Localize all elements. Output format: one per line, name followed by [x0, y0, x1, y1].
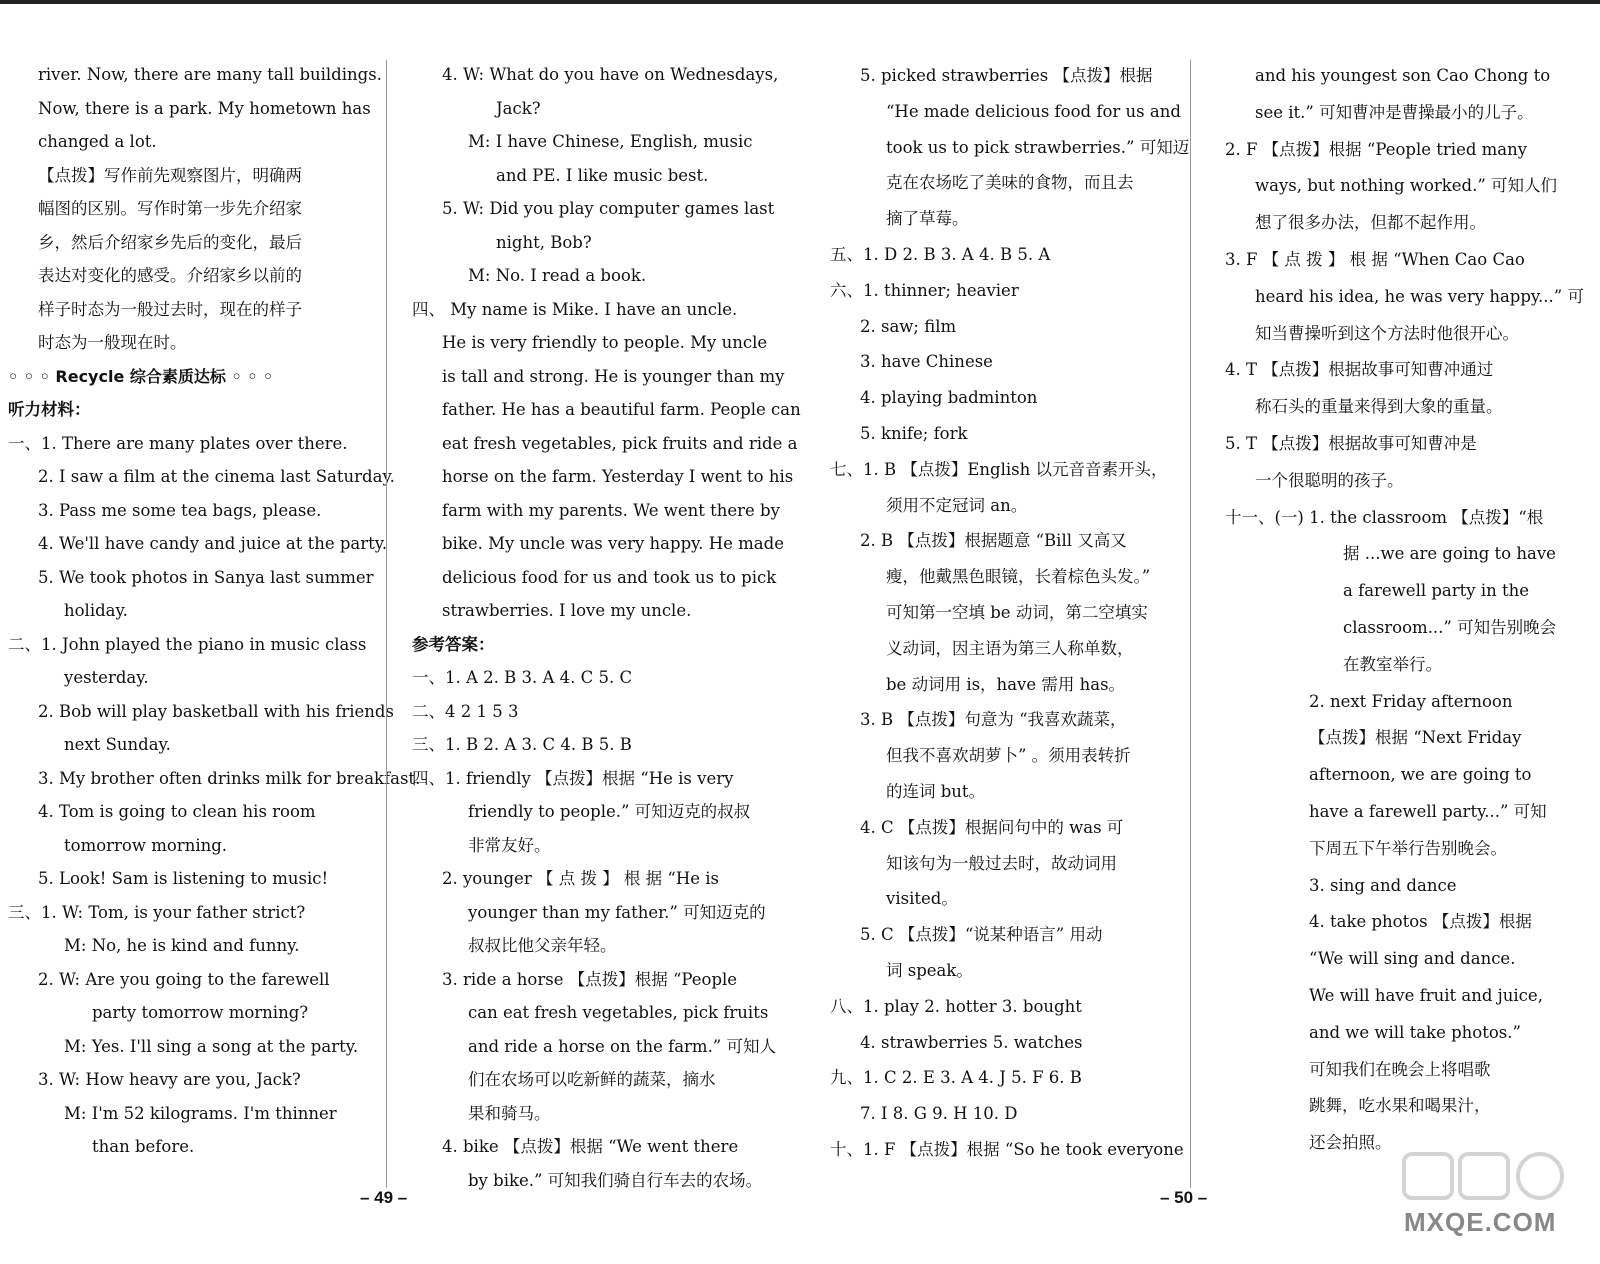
- text-line: 2. saw; film: [860, 316, 957, 336]
- text-line: 八、1. play 2. hotter 3. bought: [830, 996, 1082, 1016]
- text-line: friendly to people.” 可知迈克的叔叔: [468, 802, 751, 821]
- text-line: 果和骑马。: [468, 1103, 551, 1123]
- text-line: 5. We took photos in Sanya last summer: [38, 567, 374, 587]
- text-line: 下周五下午举行告别晚会。: [1309, 838, 1507, 858]
- text-line: M: I'm 52 kilograms. I'm thinner: [64, 1103, 337, 1123]
- text-line: farm with my parents. We went there by: [442, 500, 780, 520]
- text-line: 4. strawberries 5. watches: [860, 1032, 1083, 1052]
- text-line: 三、1. B 2. A 3. C 4. B 5. B: [412, 735, 632, 754]
- watermark-text: MXQE.COM: [1404, 1207, 1557, 1237]
- text-line: 非常友好。: [468, 835, 551, 855]
- text-line: visited。: [886, 889, 958, 909]
- column-divider: [1190, 60, 1191, 1188]
- text-line: 十、1. F 【点拨】根据 “So he took everyone: [830, 1139, 1184, 1159]
- text-line: 【点拨】根据 “Next Friday: [1309, 728, 1522, 748]
- page-number-right: – 50 –: [1160, 1188, 1208, 1207]
- text-line: heard his idea, he was very happy...” 可: [1255, 286, 1584, 306]
- text-line: is tall and strong. He is younger than my: [442, 366, 785, 386]
- text-line: 听力材料：: [8, 400, 91, 419]
- text-line: 5. Look! Sam is listening to music!: [38, 869, 329, 888]
- text-line: 一、1. A 2. B 3. A 4. C 5. C: [412, 668, 633, 687]
- text-line: by bike.” 可知我们骑自行车去的农场。: [468, 1170, 763, 1190]
- text-line: have a farewell party...” 可知: [1309, 801, 1547, 821]
- text-line: 十一、(一) 1. the classroom 【点拨】“根: [1225, 507, 1544, 527]
- text-line: 三、1. W: Tom, is your father strict?: [8, 902, 306, 922]
- text-line: 一个很聪明的孩子。: [1255, 470, 1404, 490]
- text-line: 一、1. There are many plates over there.: [8, 433, 348, 453]
- text-line: 3. ride a horse 【点拨】根据 “People: [442, 969, 738, 989]
- text-line: 二、4 2 1 5 3: [412, 701, 519, 721]
- text-line: 的连词 but。: [886, 781, 986, 801]
- text-line: 五、1. D 2. B 3. A 4. B 5. A: [830, 244, 1051, 264]
- text-line: can eat fresh vegetables, pick fruits: [468, 1003, 769, 1022]
- text-line: 5. picked strawberries 【点拨】根据: [860, 66, 1153, 85]
- text-line: bike. My uncle was very happy. He made: [442, 534, 784, 553]
- text-line: 称石头的重量来得到大象的重量。: [1255, 397, 1503, 417]
- text-line: 4. T 【点拨】根据故事可知曹冲通过: [1225, 360, 1494, 380]
- text-line: 2. I saw a film at the cinema last Saturday.: [38, 467, 395, 486]
- text-line: holiday.: [64, 601, 128, 620]
- text-line: horse on the farm. Yesterday I went to his: [442, 467, 794, 486]
- text-line: 时态为一般现在时。: [38, 333, 187, 352]
- text-line: and his youngest son Cao Chong to: [1255, 66, 1551, 85]
- text-line: 4. W: What do you have on Wednesdays,: [442, 65, 779, 84]
- text-line: 四、1. friendly 【点拨】根据 “He is very: [412, 768, 734, 788]
- text-line: 3. W: How heavy are you, Jack?: [38, 1070, 301, 1089]
- text-line: 3. B 【点拨】句意为 “我喜欢蔬菜，: [860, 710, 1127, 730]
- text-line: 2. B 【点拨】根据题意 “Bill 又高又: [860, 531, 1127, 551]
- text-line: 叔叔比他父亲年轻。: [468, 936, 617, 955]
- text-line: see it.” 可知曹冲是曹操最小的儿子。: [1255, 102, 1534, 122]
- text-line: 3. sing and dance: [1309, 875, 1457, 895]
- text-line: night, Bob?: [496, 232, 592, 252]
- text-line: classroom...” 可知告别晚会: [1343, 617, 1557, 637]
- text-line: M: I have Chinese, English, music: [468, 132, 753, 151]
- text-line: 瘦，他戴黑色眼镜，长着棕色头发。”: [886, 567, 1151, 587]
- text-line: 可知第一空填 be 动词，第二空填实: [886, 602, 1148, 622]
- text-line: 六、1. thinner; heavier: [830, 280, 1019, 300]
- text-line: and we will take photos.”: [1309, 1022, 1521, 1042]
- text-line: party tomorrow morning?: [92, 1003, 309, 1022]
- text-line: 5. T 【点拨】根据故事可知曹冲是: [1225, 433, 1477, 453]
- text-line: 摘了草莓。: [886, 209, 969, 229]
- text-line: Jack?: [496, 98, 541, 118]
- text-line: 四、 My name is Mike. I have an uncle.: [412, 299, 738, 319]
- text-line: 乡，然后介绍家乡先后的变化，最后: [38, 232, 302, 252]
- page-number-left: – 49 –: [360, 1188, 408, 1207]
- text-line: 在教室举行。: [1343, 654, 1442, 674]
- text-line: 5. knife; fork: [860, 423, 968, 443]
- text-line: 5. C 【点拨】“说某种语言” 用动: [860, 925, 1103, 945]
- text-line: “He made delicious food for us and: [886, 101, 1181, 121]
- text-line: 可知我们在晚会上将唱歌: [1309, 1059, 1491, 1079]
- text-line: tomorrow morning.: [64, 835, 228, 855]
- text-line: M: No, he is kind and funny.: [64, 936, 300, 955]
- text-line: 跳舞，吃水果和喝果汁，: [1309, 1096, 1491, 1116]
- text-line: 样子时态为一般过去时，现在的样子: [38, 299, 302, 319]
- text-line: He is very friendly to people. My uncle: [442, 333, 768, 352]
- text-line: delicious food for us and took us to pick: [442, 567, 777, 587]
- text-line: ways, but nothing worked.” 可知人们: [1255, 176, 1558, 196]
- text-line: afternoon, we are going to: [1309, 765, 1532, 785]
- text-line: yesterday.: [64, 668, 149, 687]
- text-line: 4. Tom is going to clean his room: [38, 802, 316, 821]
- text-line: 3. My brother often drinks milk for breakfast.: [38, 768, 421, 788]
- text-line: “We will sing and dance.: [1309, 949, 1516, 969]
- text-line: 克在农场吃了美味的食物，而且去: [886, 173, 1134, 193]
- text-line: 据 ...we are going to have: [1343, 544, 1556, 564]
- text-line: 想了很多办法，但都不起作用。: [1255, 213, 1486, 233]
- text-line: than before.: [92, 1137, 195, 1156]
- text-line: and PE. I like music best.: [496, 165, 709, 185]
- text-line: 词 speak。: [886, 960, 973, 980]
- text-line: 2. younger 【 点 拨 】 根 据 “He is: [442, 869, 720, 888]
- text-line: 九、1. C 2. E 3. A 4. J 5. F 6. B: [830, 1068, 1082, 1088]
- text-line: 7. I 8. G 9. H 10. D: [860, 1104, 1018, 1124]
- text-line: 5. W: Did you play computer games last: [442, 199, 775, 218]
- column-4: [1225, 58, 1583, 1162]
- text-line: father. He has a beautiful farm. People can: [442, 400, 801, 419]
- text-line: 2. F 【点拨】根据 “People tried many: [1225, 139, 1528, 159]
- text-line: 4. bike 【点拨】根据 “We went there: [442, 1137, 739, 1156]
- text-line: 4. C 【点拨】根据问句中的 was 可: [860, 817, 1124, 837]
- text-line: 2. W: Are you going to the farewell: [38, 969, 330, 989]
- column-divider: [386, 60, 387, 1188]
- text-line: be 动词用 is，have 需用 has。: [886, 674, 1126, 694]
- column-1: [8, 58, 421, 1164]
- text-line: a farewell party in the: [1343, 581, 1530, 601]
- text-line: 义动词，因主语为第三人称单数，: [886, 638, 1134, 658]
- text-line: younger than my father.” 可知迈克的: [468, 902, 766, 922]
- text-line: strawberries. I love my uncle.: [442, 601, 692, 620]
- text-line: 2. next Friday afternoon: [1309, 691, 1513, 711]
- top-border: [0, 0, 1600, 4]
- text-line: 但我不喜欢胡萝卜” 。须用表转折: [886, 746, 1131, 766]
- text-line: 知当曹操听到这个方法时他很开心。: [1255, 323, 1519, 343]
- text-line: next Sunday.: [64, 735, 171, 754]
- text-line: 幅图的区别。写作时第一步先介绍家: [38, 199, 302, 218]
- text-line: 表达对变化的感受。介绍家乡以前的: [38, 266, 302, 285]
- text-line: 【点拨】写作前先观察图片，明确两: [38, 165, 302, 185]
- text-line: 4. take photos 【点拨】根据: [1309, 912, 1532, 932]
- text-line: 4. We'll have candy and juice at the party.: [38, 534, 388, 553]
- text-line: M: Yes. I'll sing a song at the party.: [64, 1036, 359, 1056]
- text-line: 二、1. John played the piano in music class: [8, 634, 367, 654]
- text-line: 还会拍照。: [1309, 1133, 1392, 1153]
- text-line: took us to pick strawberries.” 可知迈: [886, 137, 1190, 157]
- text-line: 参考答案：: [412, 634, 495, 654]
- text-line: 七、1. B 【点拨】English 以元音音素开头，: [830, 459, 1168, 479]
- text-line: 须用不定冠词 an。: [886, 495, 1028, 515]
- text-line: changed a lot.: [38, 132, 157, 151]
- text-line: ◦ ◦ ◦ Recycle 综合素质达标 ◦ ◦ ◦: [8, 366, 274, 386]
- text-line: We will have fruit and juice,: [1309, 985, 1543, 1005]
- text-line: 4. playing badminton: [860, 388, 1038, 408]
- text-line: 知该句为一般过去时，故动词用: [886, 853, 1117, 873]
- column-3: [830, 58, 1195, 1168]
- text-line: M: No. I read a book.: [468, 266, 647, 285]
- text-line: 3. have Chinese: [860, 352, 993, 372]
- text-line: 3. F 【 点 拨 】 根 据 “When Cao Cao: [1225, 249, 1525, 269]
- column-2: [412, 58, 801, 1197]
- text-line: and ride a horse on the farm.” 可知人: [468, 1036, 776, 1056]
- text-line: 们在农场可以吃新鲜的蔬菜，摘水: [468, 1070, 716, 1089]
- text-line: Now, there is a park. My hometown has: [38, 98, 371, 118]
- text-line: river. Now, there are many tall buildings.: [38, 65, 382, 84]
- text-line: 2. Bob will play basketball with his friends: [38, 701, 394, 721]
- text-line: eat fresh vegetables, pick fruits and ride a: [442, 433, 798, 453]
- text-line: 3. Pass me some tea bags, please.: [38, 500, 322, 520]
